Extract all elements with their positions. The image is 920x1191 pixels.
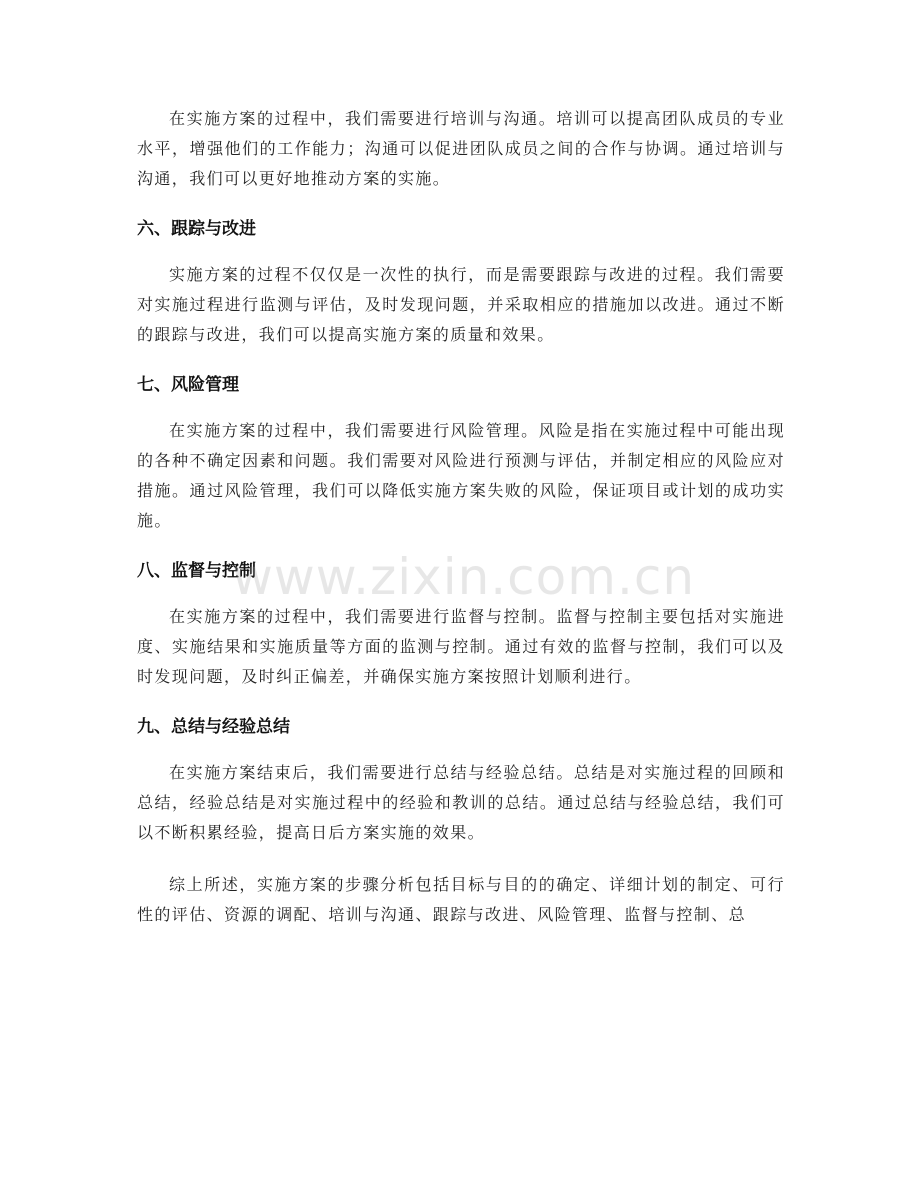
section-paragraph-risk: 在实施方案的过程中，我们需要进行风险管理。风险是指在实施过程中可能出现的各种不确定因素和问题。我们需要对风险进行预测与评估，并制定相应的风险应对措施。通过风险管理，我们可以降低实施方案失败的风险，保证项目或计划的成功实施。	[137, 421, 785, 530]
document-body	[137, 104, 785, 930]
section-paragraph-summary: 在实施方案结束后，我们需要进行总结与经验总结。总结是对实施过程的回顾和总结，经验总结是对实施过程中的经验和教训的总结。通过总结与经验总结，我们可以不断积累经验，提高日后方案实施的效果。	[137, 763, 785, 842]
intro-paragraph: 在实施方案的过程中，我们需要进行培训与沟通。培训可以提高团队成员的专业水平，增强他们的工作能力；沟通可以促进团队成员之间的合作与协调。通过培训与沟通，我们可以更好地推动方案的实施。	[137, 109, 785, 188]
section-paragraph-supervision: 在实施方案的过程中，我们需要进行监督与控制。监督与控制主要包括对实施进度、实施结果和实施质量等方面的监测与控制。通过有效的监督与控制，我们可以及时发现问题，及时纠正偏差，并确保实施方案按照计划顺利进行。	[137, 607, 785, 686]
section-paragraph-tracking: 实施方案的过程不仅仅是一次性的执行，而是需要跟踪与改进的过程。我们需要对实施过程进行监测与评估，及时发现问题，并采取相应的措施加以改进。通过不断的跟踪与改进，我们可以提高实施方案的质量和效果。	[137, 265, 785, 344]
conclusion-paragraph: 综上所述，实施方案的步骤分析包括目标与目的的确定、详细计划的制定、可行性的评估、资源的调配、培训与沟通、跟踪与改进、风险管理、监督与控制、总	[137, 875, 785, 924]
section-heading-summary: 九、总结与经验总结	[137, 717, 290, 737]
section-heading-risk: 七、风险管理	[137, 375, 239, 395]
section-heading-supervision: 八、监督与控制	[137, 561, 256, 581]
watermark-text: www.zixin.com.cn	[232, 548, 696, 606]
section-heading-tracking: 六、跟踪与改进	[137, 219, 256, 239]
